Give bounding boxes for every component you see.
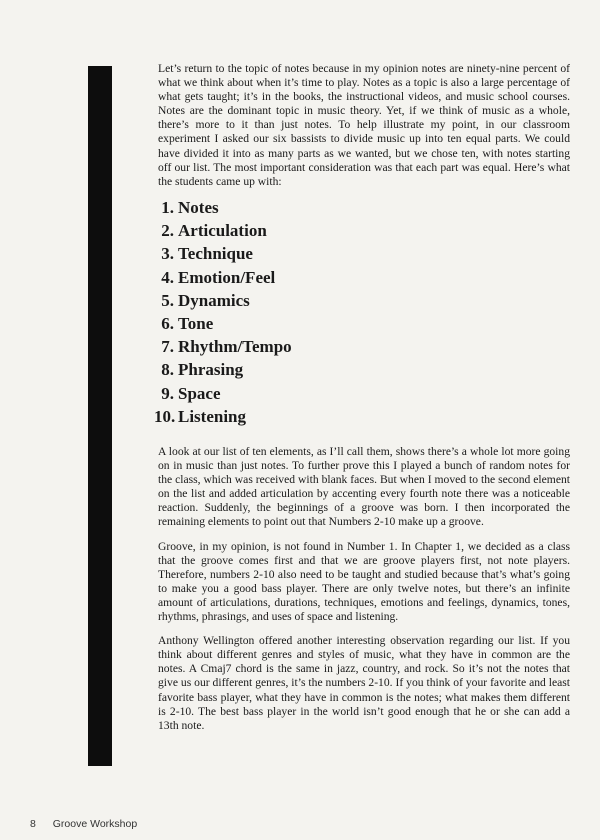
decorative-side-bar (88, 66, 112, 766)
list-item: 8. Phrasing (161, 360, 244, 380)
ten-elements-list (154, 196, 458, 428)
list-item: 6. Tone (161, 313, 214, 333)
book-title: Groove Workshop (52, 818, 138, 830)
paragraph-intro: Let’s return to the topic of notes because in my opinion notes are ninety-nine percent of what we think about when it’s time to play. Notes as a topic is also a large percentage of what gets taught; it’s in the books, the instructional videos, and music school courses. Notes are the dominant topic in music theory. Yet, if we think of music as a whole, there’s more to it than just notes. To help illustrate my point, in our classroom experiment I asked our six bassists to divide music up into ten equal parts. We could have divided it into as many parts as we wanted, but we chose ten, with notes starting off our list. The most important consideration was that each part was equal. Here’s what the students came up with: (158, 62, 570, 188)
paragraph-groove: Groove, in my opinion, is not found in Number 1. In Chapter 1, we decided as a class that the groove comes first and that we are groove players first, not note players. Therefore, numbers 2-10 also need to be taught and studied because that’s what’s going to make you a good bass player. There are only twelve notes, but there’s an infinite amount of articulations, durations, techniques, emotions and feelings, dynamics, tones, rhythms, phrasings, and uses of space and listening. (158, 539, 570, 624)
list-item: 10. Listening (154, 406, 247, 426)
list-item: 7. Rhythm/Tempo (161, 337, 292, 357)
list-item: 5. Dynamics (161, 290, 250, 310)
page-number: 8 (30, 818, 36, 830)
body-text-block (158, 445, 570, 743)
paragraph-wellington: Anthony Wellington offered another interesting observation regarding our list. If you think about different genres and styles of music, what they have in common are the notes. A Cmaj7 chord is the same in jazz, country, and rock. So it’s not the notes that give us our different genres, it’s the numbers 2-10. If you think of your favorite and least favorite bass player, what they have in common is the notes; what makes them different is 2-10. The best bass player in the world isn’t good enough that he or she can add a 13th note. (158, 634, 570, 732)
paragraph-elements: A look at our list of ten elements, as I’ll call them, shows there’s a whole lot more going on in music than just notes. To further prove this I played a bunch of random notes for the class, which was received with blank faces. But when I moved to the second element on the list and added articulation by accenting every fourth note there was a noticeable reaction. Suddenly, the beginnings of a groove was born. I then incorporated the remaining elements to point out that Numbers 2-10 make up a groove. (158, 445, 570, 529)
list-item: 9. Space (161, 383, 221, 403)
intro-text-block (158, 62, 570, 199)
page-footer (30, 818, 137, 830)
list-item: 1. Notes (161, 198, 219, 217)
list-item: 4. Emotion/Feel (161, 267, 276, 287)
list-item: 2. Articulation (161, 221, 267, 241)
list-item: 3. Technique (161, 244, 253, 264)
